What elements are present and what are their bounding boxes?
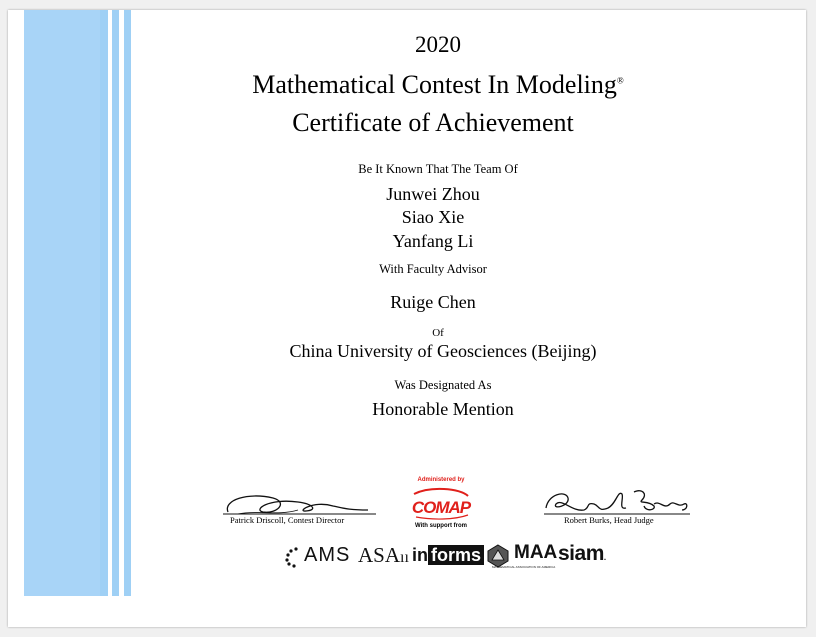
advisor-label: With Faculty Advisor	[379, 262, 487, 276]
siam-logo-text: siam	[558, 542, 604, 565]
designated-label: Was Designated As	[394, 378, 492, 392]
contest-name	[238, 70, 638, 100]
decorative-stripe-1	[100, 10, 108, 596]
team-member: Siao Xie	[401, 207, 465, 227]
decorative-stripe-3	[124, 10, 131, 596]
with-support-label: With support from	[415, 523, 467, 529]
award-designation: Honorable Mention	[372, 399, 514, 419]
asa-logo: ASAıı	[358, 543, 409, 567]
advisor-name: Ruige Chen	[390, 292, 476, 312]
comap-block	[404, 477, 478, 535]
certificate-year: 2020	[415, 32, 461, 57]
decorative-stripe-2	[112, 10, 119, 596]
ams-dots-icon	[284, 546, 302, 568]
certificate-title: Certificate of Achievement	[292, 108, 574, 137]
certificate-page	[8, 10, 806, 627]
team-member: Junwei Zhou	[386, 184, 480, 204]
registered-mark: ®	[616, 75, 624, 86]
decorative-stripe-wide	[24, 10, 101, 596]
maa-logo: MAA	[514, 542, 558, 563]
comap-logo-text: COMAP	[411, 498, 471, 517]
team-member: Yanfang Li	[392, 231, 474, 251]
ams-logo-text: AMS	[304, 544, 351, 566]
institution-name: China University of Geosciences (Beijing)	[289, 341, 597, 361]
sponsor-logos	[288, 540, 638, 574]
informs-logo-suffix: forms	[428, 545, 484, 565]
head-judge-caption: Robert Burks, Head Judge	[564, 515, 654, 525]
contest-name-text: Mathematical Contest In Modeling	[252, 70, 617, 99]
director-caption: Patrick Driscoll, Contest Director	[230, 515, 345, 525]
of-label: Of	[432, 327, 444, 339]
ams-logo	[304, 544, 350, 567]
administered-by-label: Administered by	[417, 477, 465, 483]
informs-logo	[412, 545, 484, 566]
informs-logo-prefix: in	[412, 545, 428, 565]
comap-logo	[410, 486, 472, 520]
maa-subtitle: MATHEMATICAL ASSOCIATION OF AMERICA	[492, 565, 556, 569]
asa-logo-text: ASA	[358, 543, 401, 567]
siam-logo: siam.	[558, 542, 606, 565]
intro-text: Be It Known That The Team Of	[358, 162, 518, 176]
